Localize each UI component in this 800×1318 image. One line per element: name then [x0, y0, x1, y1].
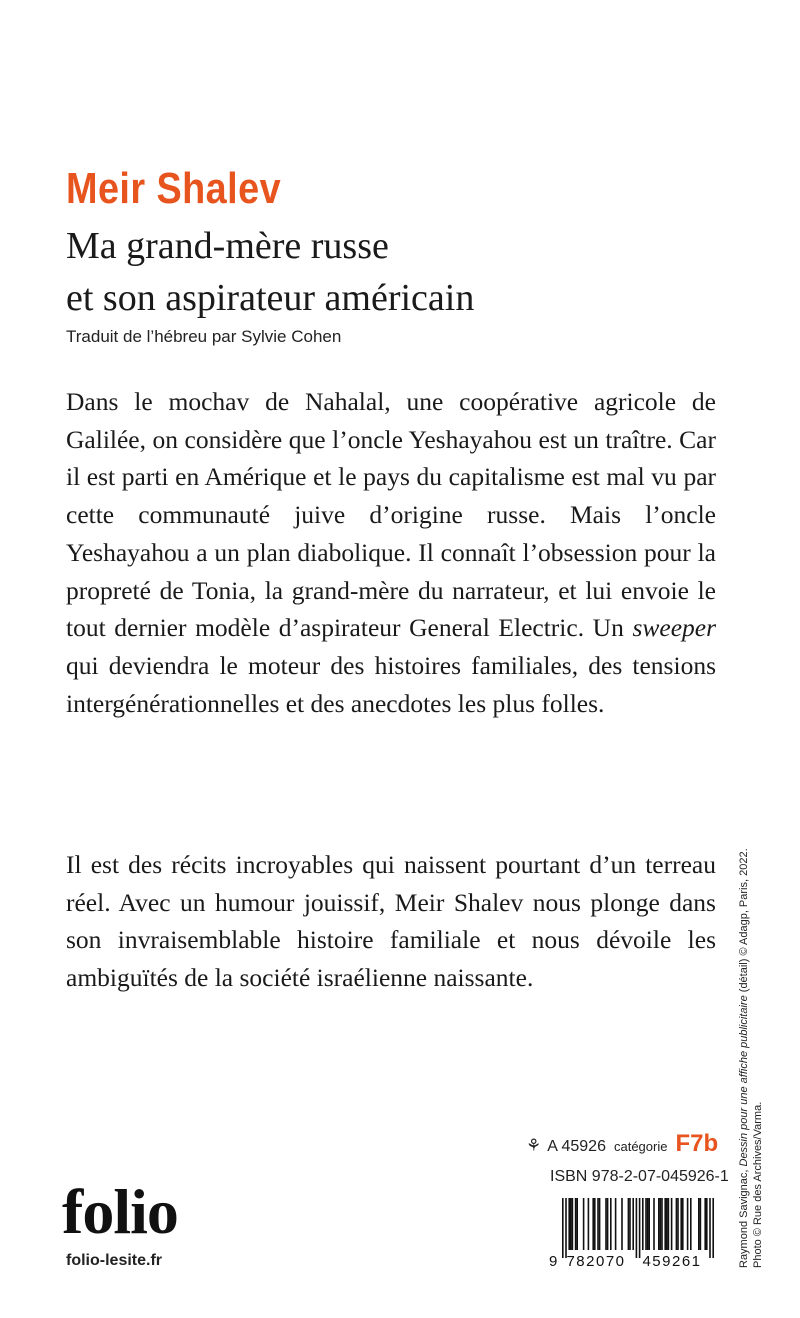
- barcode-bar: [615, 1198, 617, 1250]
- title-line-2: et son aspirateur américain: [66, 277, 475, 319]
- barcode-bar: [628, 1198, 630, 1250]
- folio-logo: folio: [62, 1176, 178, 1247]
- barcode-bar: [636, 1198, 638, 1258]
- barcode-bar: [607, 1198, 609, 1250]
- barcode-bar: [653, 1198, 655, 1250]
- barcode-bar: [704, 1198, 706, 1250]
- barcode-bar: [648, 1198, 650, 1250]
- barcode-bar: [572, 1198, 574, 1250]
- barcode-graphic: [548, 1196, 716, 1268]
- barcode-group-1: 782070: [566, 1253, 626, 1268]
- barcode-bar: [575, 1198, 577, 1250]
- barcode-bar: [568, 1198, 570, 1250]
- isbn: ISBN 978-2-07-045926-1: [550, 1168, 729, 1185]
- barcode-bar: [658, 1198, 660, 1250]
- barcode-bar: [605, 1198, 607, 1250]
- barcode-bar: [570, 1198, 572, 1250]
- catalog-line: [526, 1130, 718, 1158]
- barcode-bar: [610, 1198, 612, 1250]
- barcode-bar: [698, 1198, 700, 1250]
- publisher-website: folio-lesite.fr: [66, 1252, 163, 1269]
- barcode-bar: [594, 1198, 596, 1250]
- barcode-bar: [677, 1198, 679, 1250]
- cover-credit-line-2: Photo © Rue des Archives/Varma.: [752, 1101, 764, 1268]
- barcode-bar: [588, 1198, 590, 1250]
- barcode-bar: [661, 1198, 663, 1250]
- barcode-bar: [712, 1198, 714, 1258]
- barcode-bar: [599, 1198, 601, 1250]
- barcode-bar: [597, 1198, 599, 1250]
- barcode-group-2: 459261: [642, 1253, 702, 1268]
- title-line-1: Ma grand-mère russe: [66, 225, 389, 267]
- cover-credit-line-1: Raymond Savignac, Dessin pour une affiche publicitaire (détail) © Adagp, Paris, 2022.: [738, 848, 750, 1268]
- barcode-bar: [680, 1198, 682, 1250]
- category-value: F7b: [675, 1130, 719, 1157]
- barcode-bar: [639, 1198, 641, 1258]
- barcode-bar: [709, 1198, 711, 1258]
- barcode-bar: [565, 1198, 567, 1258]
- barcode-bar: [687, 1198, 689, 1250]
- author-name: Meir Shalev: [66, 164, 282, 213]
- barcode-bar: [706, 1198, 708, 1250]
- barcode-bar: [562, 1198, 564, 1258]
- barcode-bar: [645, 1198, 647, 1250]
- barcode-bar: [666, 1198, 668, 1250]
- barcode-bar: [664, 1198, 666, 1250]
- barcode-bar: [629, 1198, 631, 1250]
- barcode-bar: [592, 1198, 594, 1250]
- cover-credits: [737, 848, 765, 1268]
- barcode-bar: [576, 1198, 578, 1250]
- barcode-bar: [632, 1198, 634, 1250]
- barcode-lead-digit: 9: [549, 1253, 558, 1268]
- barcode-bar: [583, 1198, 585, 1250]
- barcode-bar: [690, 1198, 692, 1250]
- barcode-bar: [642, 1198, 644, 1250]
- category-label: catégorie: [613, 1139, 668, 1154]
- barcode-bar: [647, 1198, 649, 1250]
- translator-credit: Traduit de l’hébreu par Sylvie Cohen: [66, 327, 342, 346]
- barcode: [548, 1196, 716, 1268]
- barcode-bar: [668, 1198, 670, 1250]
- barcode-bar: [660, 1198, 662, 1250]
- catalog-code: A 45926: [547, 1138, 606, 1155]
- summary-paragraph-1: Dans le mochav de Nahalal, une coopérative agricole de Galilée, on considère que l’oncle Yeshayahou est un traître. Car il est parti en Amérique et le pays du capitalisme est mal vu par cette communauté juive d’origine russe. Mais l’oncle Yeshayahou a un plan diabolique. Il connaît l’obsession pour la propreté de Tonia, la grand-mère du narrateur, et lui envoie le tout dernier modèle d’aspirateur General Electric. Un sweeper qui deviendra le moteur des histoires familiales, des tensions intergénérationnelles et des anecdotes les plus folles.: [66, 387, 716, 718]
- folio-lamp-icon: ⚘: [526, 1136, 542, 1155]
- barcode-bar: [682, 1198, 684, 1250]
- barcode-bar: [671, 1198, 673, 1250]
- barcode-bar: [621, 1198, 623, 1250]
- book-title: [66, 220, 474, 324]
- barcode-bar: [700, 1198, 702, 1250]
- barcode-bar: [676, 1198, 678, 1250]
- summary-paragraph-2: Il est des récits incroyables qui naissent pourtant d’un terreau réel. Avec un humour jouissif, Meir Shalev nous plonge dans son invraisemblable histoire familiale et nous dévoile les ambiguïtés de la société israélienne naissante.: [66, 850, 716, 993]
- italic-term: sweeper: [632, 613, 716, 643]
